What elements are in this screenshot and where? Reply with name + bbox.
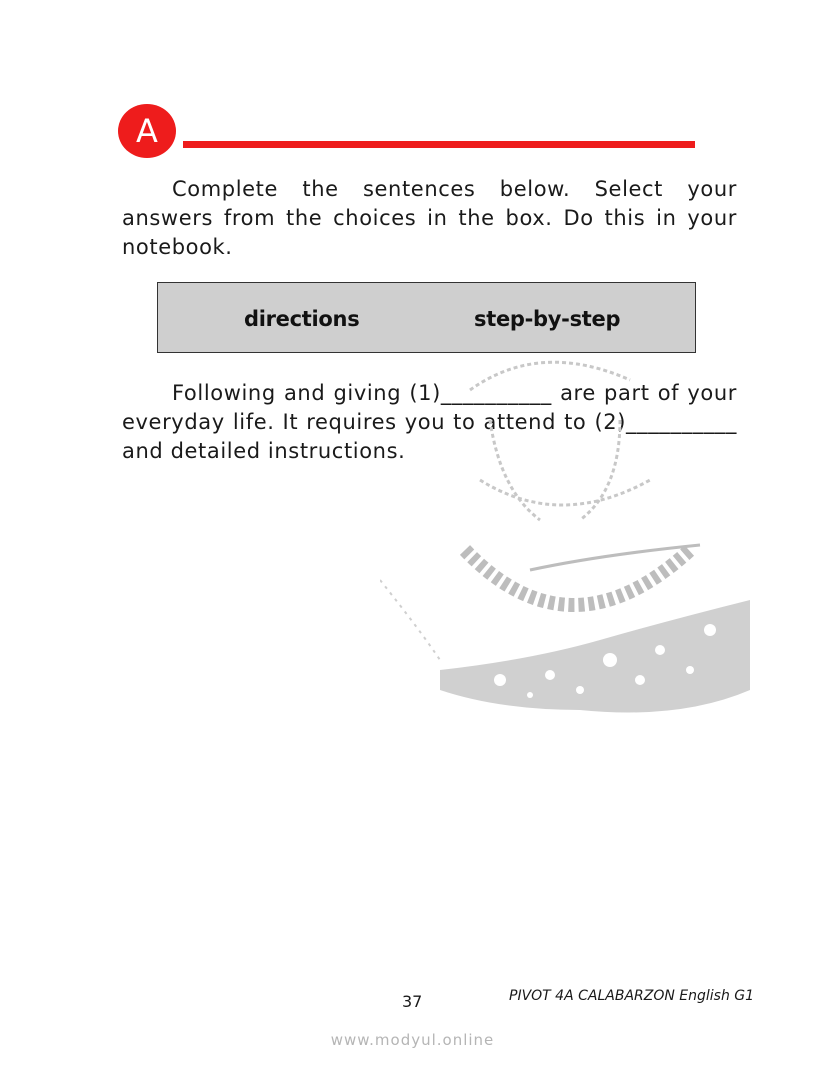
- page-number: 37: [402, 992, 423, 1011]
- choices-box: [157, 282, 696, 353]
- choice-item: step-by-step: [474, 307, 621, 331]
- section-letter-badge: A: [118, 104, 176, 158]
- choice-item: directions: [244, 307, 360, 331]
- course-label: PIVOT 4A CALABARZON English G1: [509, 988, 755, 1004]
- fill-in-passage: Following and giving (1)__________ are part of your everyday life. It requires you to attend to (2)__________ and detailed instructions.: [122, 381, 737, 463]
- section-divider: [183, 141, 695, 148]
- instruction-text: Complete the sentences below. Select your answers from the choices in the box. Do this in your notebook.: [122, 177, 737, 259]
- site-watermark: www.modyul.online: [330, 1031, 495, 1049]
